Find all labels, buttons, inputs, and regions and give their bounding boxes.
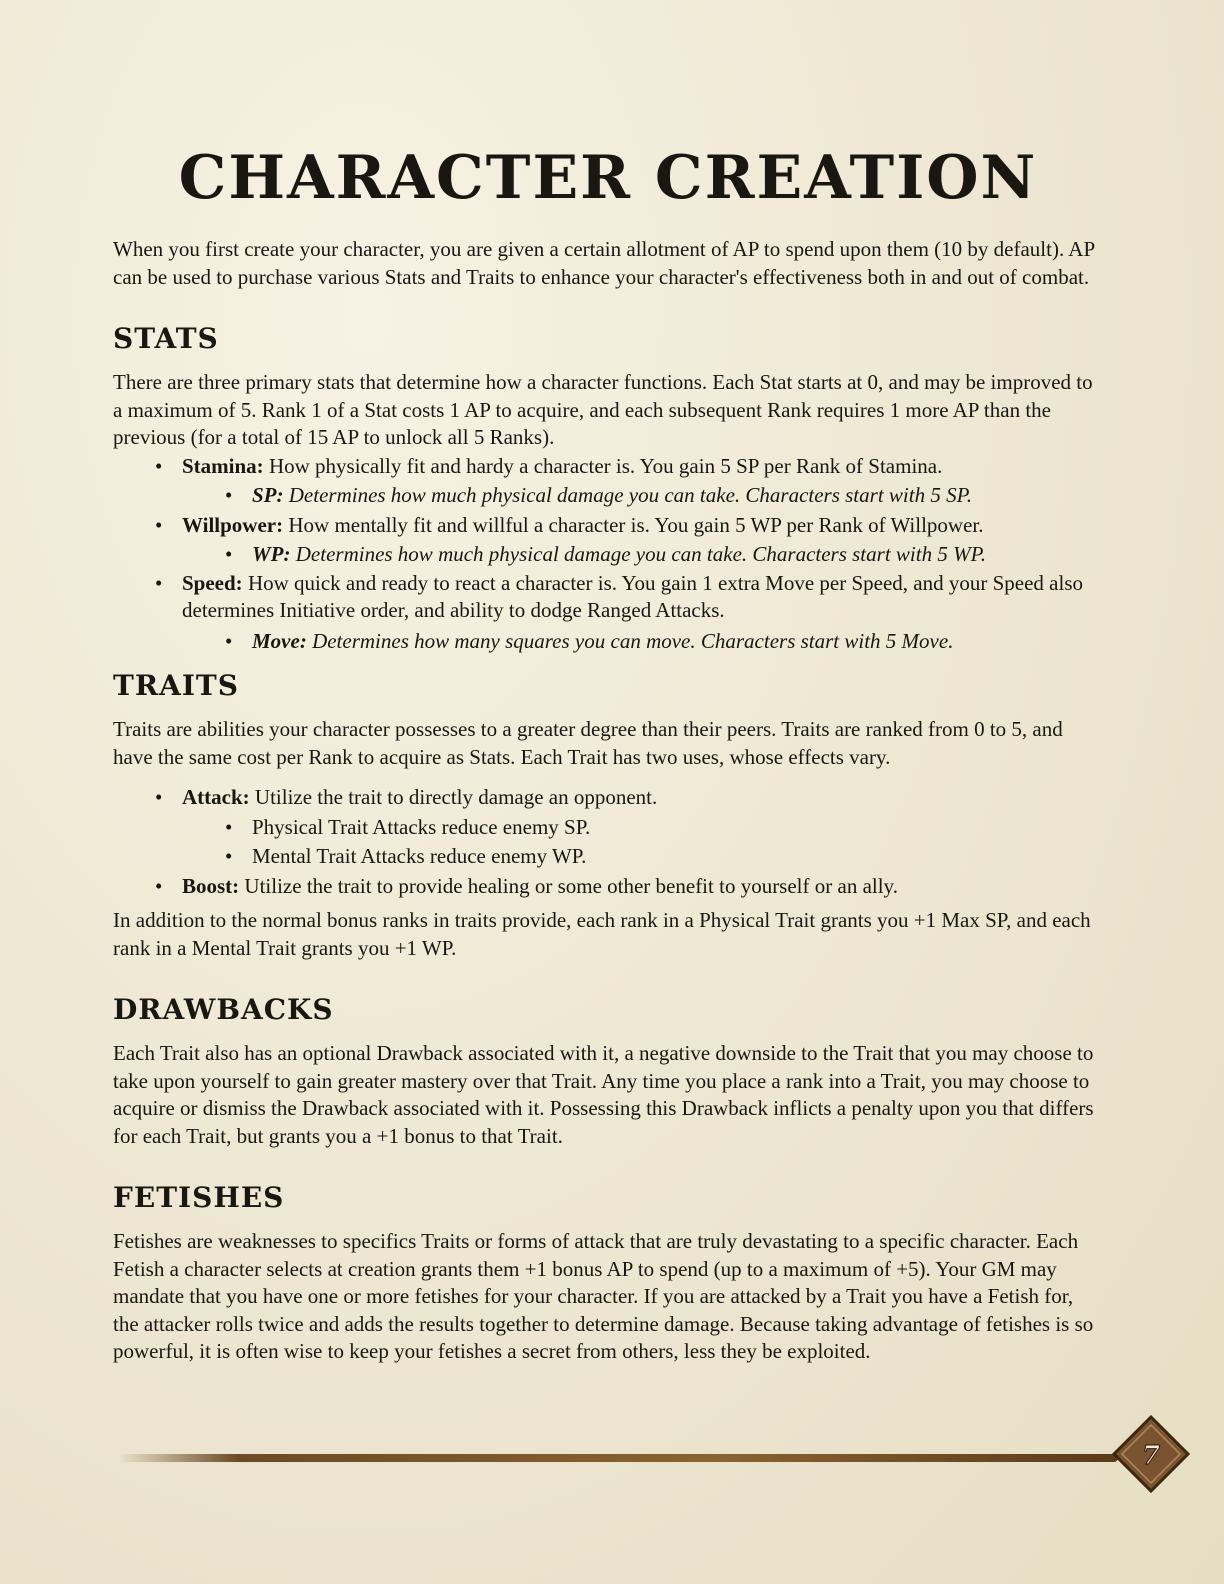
fetishes-heading: FETISHES (113, 1181, 285, 1214)
stat-term: Speed: (182, 570, 243, 595)
stat-desc: How mentally fit and willful a character is. You gain 5 WP per Rank of Willpower. (283, 512, 984, 537)
stat-sub-term: WP: (252, 542, 291, 566)
stat-sub-desc: Determines how much physical damage you can take. Characters start with 5 WP. (290, 542, 986, 566)
stat-sub-desc: Determines how much physical damage you can take. Characters start with 5 SP. (283, 483, 972, 507)
stats-heading: STATS (113, 322, 219, 355)
stat-subitem-move (113, 627, 1103, 657)
trait-use-desc: Utilize the trait to provide healing or some other benefit to yourself or an ally. (239, 873, 898, 898)
stats-paragraph: There are three primary stats that determine how a character functions. Each Stat starts at 0, and may be improved to a maximum of 5. Rank 1 of a Stat costs 1 AP to acquire, and each subsequent Rank requires 1 more AP than the previous (for a total of 15 AP to unlock all 5 Ranks). (113, 370, 1093, 449)
drawbacks-paragraph: Each Trait also has an optional Drawback associated with it, a negative downside to the Trait that you may choose to take upon yourself to gain greater mastery over that Trait. Any time you place a rank into a Trait, you may choose to acquire or dismiss the Drawback associated with it. Possessing this Drawback inflicts a penalty upon you that differs for each Trait, but grants you a +1 bonus to that Trait. (113, 1041, 1094, 1148)
trait-use-desc: Utilize the trait to directly damage an opponent. (249, 785, 658, 809)
stat-subitem-sp (113, 481, 1103, 511)
stats-list (113, 452, 1103, 657)
stat-desc: How quick and ready to react a character is. You gain 1 extra Move per Speed, and your Speed also determines Initiative order, and ability to dodge Ranged Attacks. (182, 570, 1084, 622)
stat-item-speed (113, 570, 1103, 627)
intro-paragraph: When you first create your character, you are given a certain allotment of AP to spend upon them (10 by default). AP can be used to purchase various Stats and Traits to enhance your character's effectiveness both in and out of combat. (113, 237, 1095, 289)
stat-item-willpower (113, 511, 1103, 541)
page-title: CHARACTER CREATION (178, 143, 1038, 213)
trait-use-term: Attack: (182, 785, 250, 809)
page-number-badge (1112, 1415, 1190, 1493)
trait-use-term: Boost: (182, 873, 240, 898)
stat-sub-term: Move: (252, 628, 307, 653)
trait-use-attack (113, 783, 1103, 813)
traits-paragraph: Traits are abilities your character possesses to a greater degree than their peers. Traits are ranked from 0 to 5, and have the same cost per Rank to acquire as Stats. Each Trait has two uses, whose effects vary. (113, 717, 1063, 769)
traits-footer-paragraph: In addition to the normal bonus ranks in traits provide, each rank in a Physical Trait grants you +1 Max SP, and each rank in a Mental Trait grants you +1 WP. (113, 908, 1091, 960)
page-number: 7 (1141, 1441, 1161, 1471)
page-content (113, 138, 1103, 1366)
trait-use-boost (113, 872, 1103, 902)
traits-list (113, 783, 1103, 901)
stat-term: Stamina: (182, 453, 264, 478)
fetishes-paragraph: Fetishes are weaknesses to specifics Traits or forms of attack that are truly devastating to a specific character. Each Fetish a character selects at creation grants them +1 bonus AP to spend (up to a maximum of +5). Your GM may mandate that you have one or more fetishes for your character. If you are attacked by a Trait you have a Fetish for, the attacker rolls twice and adds the results together to determine damage. Because taking advantage of fetishes is so powerful, it is often wise to keep your fetishes a secret from others, less they be exploited. (113, 1229, 1094, 1363)
drawbacks-heading: DRAWBACKS (113, 993, 334, 1026)
stat-sub-desc: Determines how many squares you can move. Characters start with 5 Move. (306, 628, 954, 653)
stat-subitem-wp (113, 540, 1103, 570)
footer-divider (118, 1454, 1118, 1462)
stat-item-stamina (113, 452, 1103, 482)
stat-desc: How physically fit and hardy a character is. You gain 5 SP per Rank of Stamina. (263, 453, 943, 478)
trait-attack-mental: • Mental Trait Attacks reduce enemy WP. (113, 842, 1103, 872)
traits-heading: TRAITS (113, 669, 239, 702)
stat-term: Willpower: (182, 512, 284, 537)
trait-attack-physical: • Physical Trait Attacks reduce enemy SP. (113, 813, 1103, 843)
stat-sub-term: SP: (252, 483, 284, 507)
